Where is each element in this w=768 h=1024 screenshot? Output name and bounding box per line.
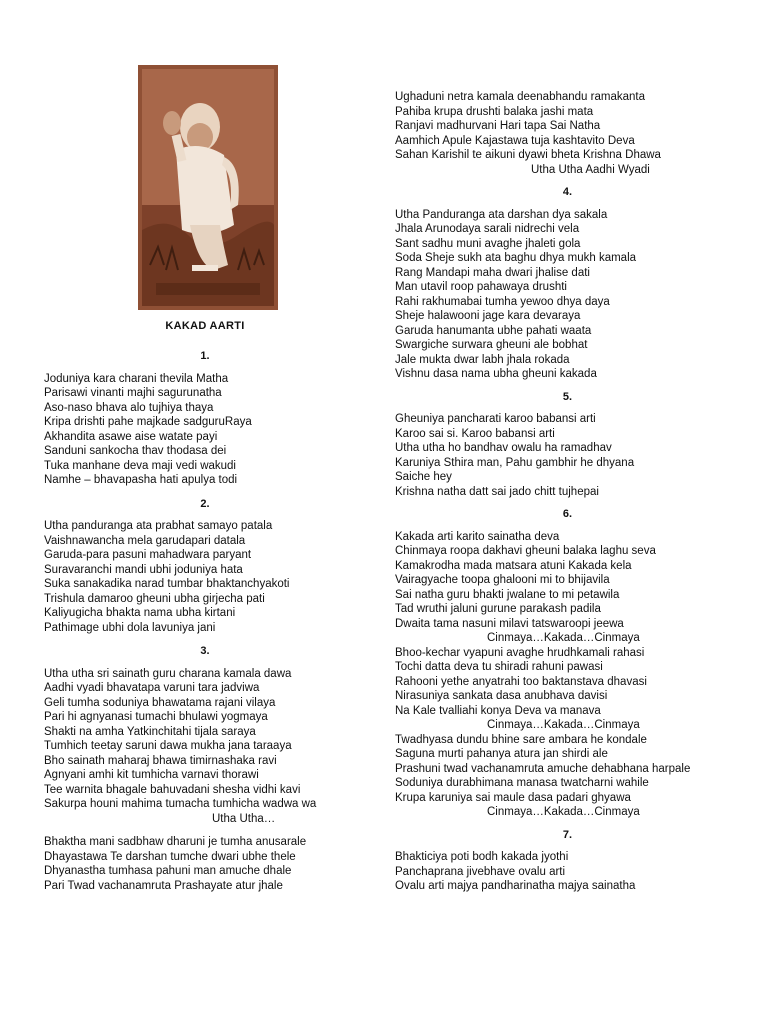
verse-line: Vishnu dasa nama ubha gheuni kakada: [395, 368, 597, 380]
verse-line: Jale mukta dwar labh jhala rokada: [395, 353, 570, 366]
verse-line: Kamakrodha mada matsara atuni Kakada kela: [395, 559, 632, 572]
verse-line: Tad wruthi jaluni gurune parakash padila: [395, 603, 601, 615]
verse-line: Geli tumha soduniya bhawatama rajani vilaya: [44, 696, 276, 709]
verse-line: Na Kale tvalliahi konya Deva va manava: [395, 704, 601, 717]
verse-line: Tuka manhane deva maji vedi wakudi: [44, 459, 236, 472]
verse-line: Karuniya Sthira man, Pahu gambhir he dhyana: [395, 456, 635, 469]
stanza: [395, 507, 740, 646]
stanza-number: 7.: [562, 828, 573, 841]
saint-photo: [138, 65, 278, 310]
verse-line: Rahooni yethe anyatrahi too baktanstava dhavasi: [395, 675, 647, 688]
verse-line: Sanduni sankocha thav thodasa dei: [44, 445, 227, 457]
refrain-line: Cinmaya…Kakada…Cinmaya: [487, 719, 640, 731]
stanza: [395, 733, 740, 820]
verse-line: Sheje halawooni jage kara devaraya: [395, 310, 581, 322]
verse-line: Utha utha sri sainath guru charana kamala dawa: [44, 667, 292, 680]
verse-line: Tumhich teetay saruni dawa mukha jana taraaya: [44, 740, 292, 752]
verse-line: Rang Mandapi maha dwari jhalise dati: [395, 266, 590, 279]
stanza: [44, 349, 366, 488]
verse-line: Utha Panduranga ata darshan dya sakala: [395, 208, 608, 221]
verse-line: Vaishnawancha mela garudapari datala: [44, 534, 246, 547]
stanza: [395, 828, 740, 894]
verse-line: Dhyanastha tumhasa pahuni man amuche dhale: [44, 865, 292, 877]
page-title: KAKAD AARTI: [165, 320, 245, 332]
verse-line: Bhaktha mani sadbhaw dharuni je tumha anusarale: [44, 836, 307, 848]
verse-line: Dhayastawa Te darshan tumche dwari ubhe thele: [44, 850, 296, 863]
verse-line: Shakti na amha Yatkinchitahi tijala saraya: [44, 725, 256, 738]
verse-line: Kakada arti karito sainatha deva: [395, 530, 560, 543]
stanza-number: 3.: [200, 645, 210, 657]
verse-line: Utha utha ho bandhav owalu ha ramadhav: [395, 442, 612, 454]
verse-line: Tee warnita bhagale bahuvadani shesha vidhi kavi: [44, 783, 301, 796]
verse-line: Ovalu arti majya pandharinatha majya sainatha: [395, 880, 636, 892]
verse-line: Panchaprana jivebhave ovalu arti: [395, 865, 566, 878]
verse-line: Utha panduranga ata prabhat samayo patala: [44, 520, 273, 532]
stanza: [395, 390, 740, 500]
verse-line: Dwaita tama nasuni milavi tatswaroopi jeewa: [395, 617, 624, 630]
verse-line: Man utavil roop pahawaya drushti: [395, 281, 567, 293]
verse-line: Vairagyache toopa ghalooni mi to bhijavila: [395, 574, 610, 586]
verse-line: Ughaduni netra kamala deenabhandu ramakanta: [395, 91, 645, 103]
verse-line: Trishula damaroo gheuni ubha girjecha pati: [44, 592, 265, 605]
stanza: [395, 90, 740, 177]
refrain-line: Cinmaya…Kakada…Cinmaya: [487, 632, 640, 644]
verse-line: Rahi rakhumabai tumha yewoo dhya daya: [395, 295, 610, 308]
verse-line: Karoo sai si. Karoo babansi arti: [395, 427, 555, 440]
verse-line: Gheuniya pancharati karoo babansi arti: [395, 413, 596, 425]
verse-line: Aadhi vyadi bhavatapa varuni tara jadviwa: [44, 682, 260, 694]
verse-line: Jhala Arunodaya sarali nidrechi vela: [395, 223, 580, 235]
verse-line: Sahan Karishil te aikuni dyawi bheta Krishna Dhawa: [395, 149, 661, 161]
verse-line: Sakurpa houni mahima tumacha tumhicha wadwa wa: [44, 798, 317, 810]
verse-line: Bhoo-kechar vyapuni avaghe hrudhkamali rahasi: [395, 646, 645, 659]
stanza-number: 4.: [562, 186, 573, 198]
verse-line: Soduniya durabhimana manasa twatcharni wahile: [395, 777, 649, 789]
verse-line: Pahiba krupa drushti balaka jashi mata: [395, 105, 594, 118]
right-column: [395, 90, 740, 894]
refrain-line: Utha Utha Aadhi Wyadi: [531, 163, 650, 176]
verse-line: Pari Twad vachanamruta Prashayate atur jhale: [44, 879, 283, 892]
stanza-number: 1.: [200, 350, 210, 362]
verse-line: Chinmaya roopa dakhavi gheuni balaka laghu seva: [395, 545, 656, 557]
stanza: [395, 646, 740, 733]
portrait-illustration: [138, 65, 278, 310]
verse-line: Bhakticiya poti bodh kakada jyothi: [395, 851, 569, 863]
verse-line: Soda Sheje sukh ata baghu dhya mukh kamala: [395, 252, 637, 264]
verse-line: Namhe – bhavapasha hati apulya todi: [44, 474, 238, 486]
verse-line: Agnyani amhi kit tumhicha varnavi thorawi: [44, 769, 259, 781]
verse-line: Pari hi agnyanasi tumachi bhulawi yogmaya: [44, 711, 268, 723]
stanza: [44, 497, 366, 636]
verse-line: Aso-naso bhava alo tujhiya thaya: [44, 401, 214, 414]
verse-line: Sai natha guru bhakti jwalane to mi petawila: [395, 588, 620, 601]
stanza-number: 2.: [200, 497, 210, 510]
stanza-number: 6.: [562, 508, 573, 520]
verse-line: Tochi datta deva tu shiradi rahuni pawasi: [395, 661, 603, 673]
stanza: [395, 185, 740, 382]
verse-line: Bho sainath maharaj bhawa timirnashaka ravi: [44, 754, 277, 767]
verse-line: Parisawi vinanti majhi sagurunatha: [44, 387, 222, 399]
verse-line: Ranjavi madhurvani Hari tapa Sai Natha: [395, 120, 601, 132]
verse-line: Akhandita asawe aise watate payi: [44, 430, 218, 443]
stanza: [44, 835, 366, 893]
verse-line: Krishna natha datt sai jado chitt tujhepai: [395, 485, 599, 498]
refrain-line: Utha Utha…: [212, 812, 276, 825]
verse-line: Garuda-para pasuni mahadwara paryant: [44, 549, 252, 561]
verse-line: Suka sanakadika narad tumbar bhaktanchyakoti: [44, 578, 290, 590]
verse-line: Sant sadhu muni avaghe jhaleti gola: [395, 237, 581, 250]
verse-line: Joduniya kara charani thevila Matha: [44, 372, 229, 385]
refrain-line: Cinmaya…Kakada…Cinmaya: [487, 806, 640, 818]
stanza-number: 5.: [562, 390, 573, 403]
verse-line: Twadhyasa dundu bhine sare ambara he kondale: [395, 733, 647, 746]
verse-line: Swargiche surwara gheuni ale bobhat: [395, 339, 588, 351]
verse-line: Krupa karuniya sai maule dasa padari ghyawa: [395, 791, 631, 804]
verse-line: Kaliyugicha bhakta nama ubha kirtani: [44, 607, 236, 619]
verse-line: Saguna murti pahanya atura jan shirdi ale: [395, 748, 608, 760]
verse-line: Kripa drishti pahe majkade sadguruRaya: [44, 416, 252, 428]
left-column: [44, 349, 366, 893]
verse-line: Pathimage ubhi dola lavuniya jani: [44, 621, 216, 634]
verse-line: Aamhich Apule Kajastawa tuja kashtavito Deva: [395, 134, 635, 147]
verse-line: Nirasuniya sankata dasa anubhava davisi: [395, 690, 608, 702]
stanza: [44, 644, 366, 826]
verse-line: Garuda hanumanta ubhe pahati waata: [395, 324, 592, 337]
verse-line: Saiche hey: [395, 471, 452, 483]
verse-line: Suravaranchi mandi ubhi joduniya hata: [44, 563, 243, 576]
verse-line: Prashuni twad vachanamruta amuche dehabhana harpale: [395, 762, 691, 775]
